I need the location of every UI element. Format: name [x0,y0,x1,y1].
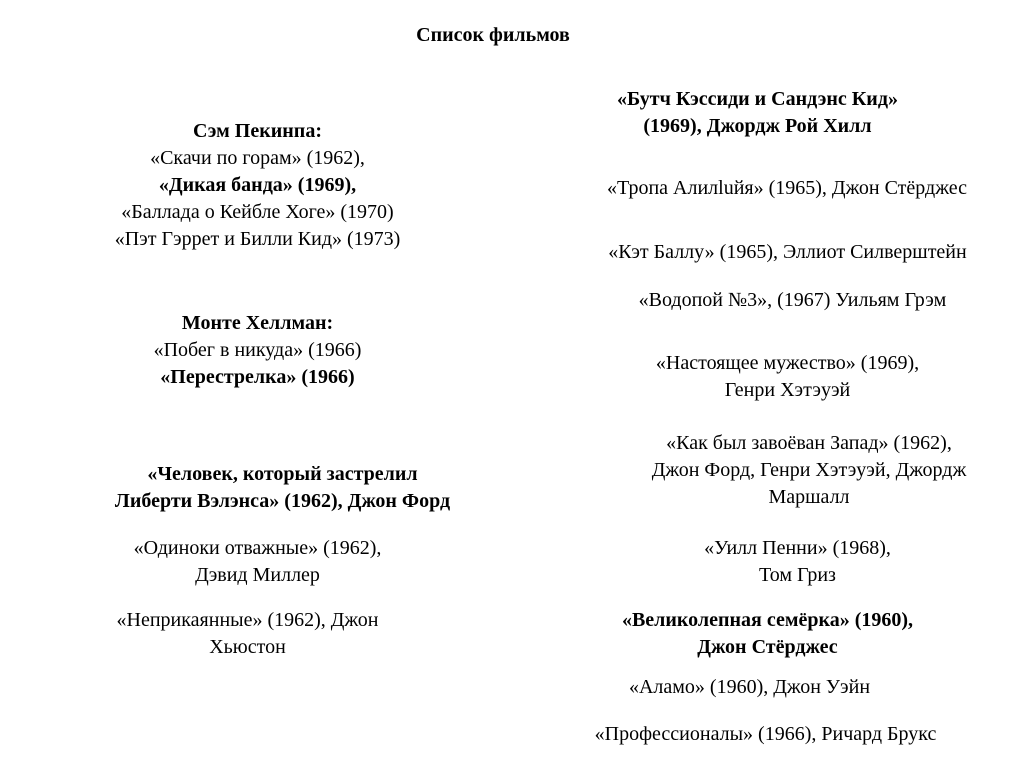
film-item: «Перестрелка» (1966) [160,366,355,388]
film-line: Том Гриз [759,564,836,586]
film-line: (1969), Джордж Рой Хилл [643,115,872,137]
film-line: «Настоящее мужество» (1969), [655,352,920,374]
film-line: Маршалл [768,486,850,508]
peckinpah-block [30,118,485,253]
waterhole-item [560,287,1024,314]
hallelujah-item [552,175,1022,202]
film-item: «Баллада о Кейбле Хоге» (1970) [121,201,394,223]
film-line: «Неприкаянные» (1962), Джон [116,609,379,631]
truegrit-block [555,350,1020,404]
film-line: «Уилл Пенни» (1968), [704,537,891,559]
willpenny-block [565,535,1024,589]
hellman-heading: Монте Хеллман: [181,312,334,334]
ballou-item [555,239,1020,266]
film-item: «Дикая банда» (1969), [158,174,357,196]
film-line: Хьюстон [209,636,286,658]
film-item: «Пэт Гэррет и Билли Кид» (1973) [114,228,401,250]
alamo-item [512,674,987,701]
film-line: «Кэт Баллу» (1965), Эллиот Силверштейн [608,241,967,263]
lonely-block [30,535,485,589]
film-line: Джон Стёрджес [697,636,838,658]
film-line: «Бутч Кэссиди и Сандэнс Кид» [617,88,898,110]
butch-block [520,86,995,140]
film-line: «Тропа Алилluйя» (1965), Джон Стёрджес [607,177,967,199]
film-line: «Как был завоёван Запад» (1962), [666,432,952,454]
misfits-block [20,607,475,661]
film-line: Либерти Вэлэнса» (1962), Джон Форд [114,490,451,512]
hellman-block [30,310,485,391]
film-line: Дэвид Миллер [195,564,320,586]
film-line: «Великолепная семёрка» (1960), [621,609,914,631]
page-title: Список фильмов [416,24,570,46]
film-line: «Водопой №3», (1967) Уильям Грэм [638,289,947,311]
film-line: «Профессионалы» (1966), Ричард Брукс [594,723,937,745]
howwest-block [595,430,1023,511]
professionals-item [528,721,1003,748]
film-line: Джон Форд, Генри Хэтэуэй, Джордж [651,459,967,481]
film-line: «Аламо» (1960), Джон Уэйн [628,676,871,698]
film-line: «Одиноки отважные» (1962), [133,537,382,559]
film-line: Генри Хэтэуэй [724,379,851,401]
film-line: «Человек, который застрелил [147,463,418,485]
film-item: «Побег в никуда» (1966) [153,339,362,361]
liberty-block [30,461,535,515]
magnificent-block [530,607,1005,661]
film-item: «Скачи по горам» (1962), [150,147,365,169]
peckinpah-heading: Сэм Пекинпа: [193,120,322,142]
